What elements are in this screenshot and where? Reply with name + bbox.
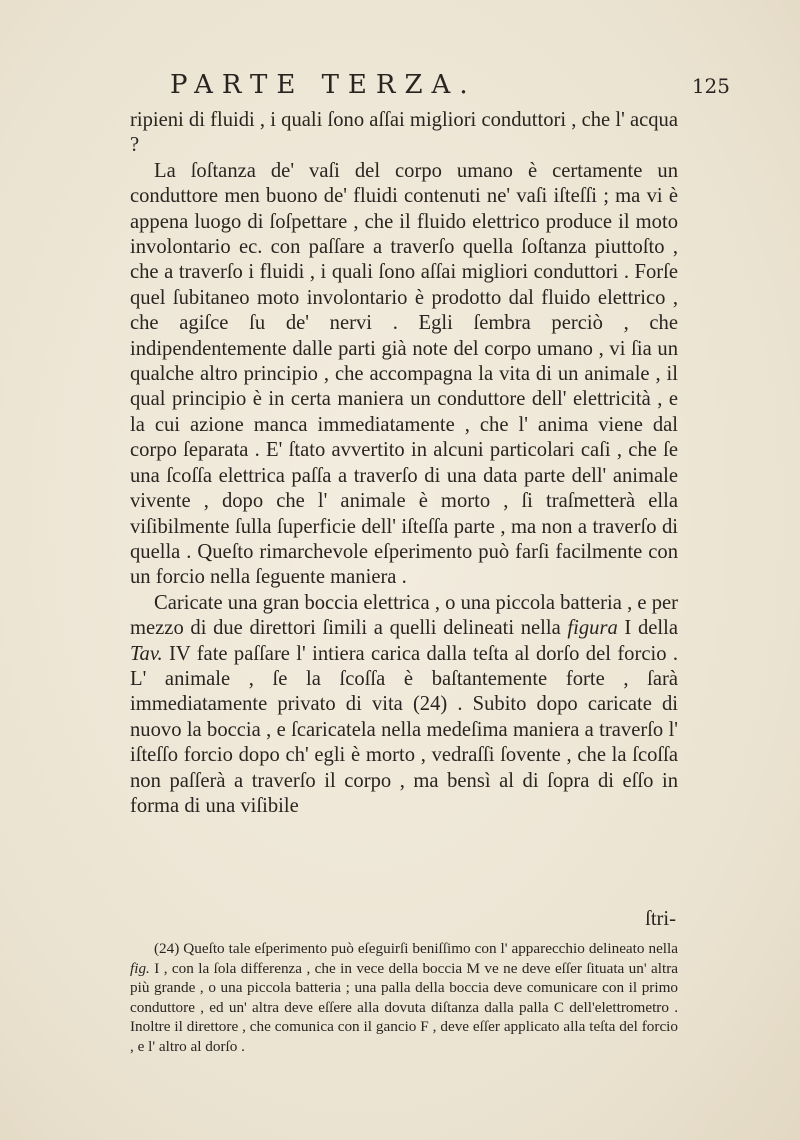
paragraph-3-text-a: Caricate una gran boccia elettrica , o una piccola batteria , e per mezzo di due direttori ſimili a quelli delineati nella [130,591,678,640]
page-number: 125 [691,74,730,98]
paragraph-3-text-c: IV fate paſſare l' intiera carica dalla teſta al dorſo del forcio . L' animale , ſe la ſcoſſa è baſtantemente forte , ſarà immediatamente privato di vita (24) . Subito dopo caricate di nuovo la boccia , e ſcaricatela nella medeſima maniera a traverſo l' iſteſſo forcio dopo ch' egli è morto , vedraſſi ſovente , che la ſcoſſa non paſſerà a traverſo il corpo , ma bensì al di ſopra di eſſo in forma di una viſibile [130,642,678,817]
main-text [130,108,678,819]
paragraph-3-text-b: I della [617,617,678,640]
footnote-text-a: (24) Queſto tale eſperimento può eſeguirſi beniſſimo con l' apparecchio delineato nella [154,940,678,957]
page-header [135,70,730,100]
footnote [130,939,678,1057]
paragraph-3 [130,591,678,820]
fig-ref: fig. [130,959,150,977]
footnote-text-b: I , con la ſola differenza , che in vece della boccia M ve ne deve eſſer ſituata un' altra più grande , o una piccola batteria ; una palla della boccia deve comunicare con il primo conduttore , ed un' altra deve eſſere alla dovuta diſtanza dalla palla C dell'elettrometro . Inoltre il direttore , che comunica con il gancio F , deve eſſer applicato alla teſta del forcio , e l' altro al dorſo . [130,959,678,1055]
tav-ref: Tav. [130,642,163,665]
catchword: ſtri- [645,908,676,930]
figura-ref: figura [567,617,618,640]
running-title: PARTE TERZA. [170,70,477,100]
paragraph-1: ripieni di fluidi , i quali ſono aſſai migliori conduttori , che l' acqua ? [130,109,678,157]
footnote-24 [130,939,678,1057]
paragraph-2: La ſoſtanza de' vaſi del corpo umano è certamente un conduttore men buono de' fluidi contenuti ne' vaſi iſteſſi ; ma vi è appena luogo di ſoſpettare , che il fluido elettrico produce il moto involontario ec. con paſſare a traverſo quella ſoſtanza piuttoſto , che a traverſo i fluidi , i quali ſono aſſai migliori conduttori . Forſe quel ſubitaneo moto involontario è prodotto dal fluido elettrico , che agiſce ſu de' nervi . Egli ſembra perciò , che indipendentemente dalle parti già note del corpo umano , vi ſia un qualche altro principio , che accompagna la vita di un animale , il qual principio è in certa maniera un conduttore dell' elettricità , e la cui azione manca immediatamente , che l' anima viene dal corpo ſeparata . E' ſtato avvertito in alcuni particolari caſi , che ſe una ſcoſſa elettrica paſſa a traverſo di una data parte dell' animale vivente , dopo che l' animale è morto , ſi traſmetterà ella viſibilmente ſulla ſuperficie dell' iſteſſa parte , ma non a traverſo di quella . Queſto rimarchevole eſperimento può farſi facilmente con un forcio nella ſeguente maniera . [130,159,678,589]
